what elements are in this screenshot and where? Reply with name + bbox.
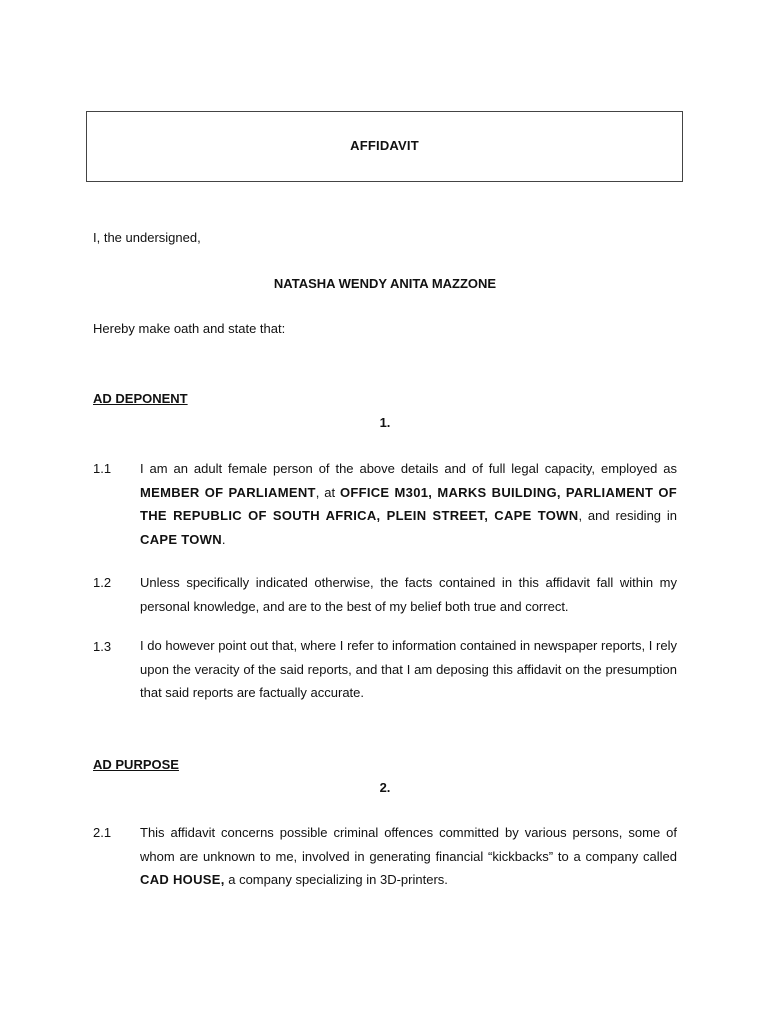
intro-text: I, the undersigned, — [93, 230, 201, 245]
paragraph-number: 1.2 — [93, 575, 112, 590]
text-run: I am an adult female person of the above details and of full legal capacity, employed as — [140, 461, 677, 476]
text-run: , at — [315, 484, 340, 500]
bold-text-run: CAPE TOWN — [140, 531, 222, 547]
deponent-name: NATASHA WENDY ANITA MAZZONE — [273, 276, 497, 291]
bold-text-run: MEMBER OF PARLIAMENT — [140, 484, 316, 500]
paragraph-text — [140, 634, 677, 705]
oath-line: Hereby make oath and state that: — [93, 321, 286, 336]
paragraph-text — [140, 457, 677, 551]
paragraph-number: 2.1 — [93, 825, 112, 840]
paragraph-text — [140, 571, 677, 618]
text-run: , and residing in — [578, 508, 678, 523]
title-box — [86, 111, 683, 182]
bold-text-run: CAD HOUSE, — [140, 872, 225, 887]
paragraph-text — [140, 821, 677, 892]
text-run: I do however point out that, where I refer to information contained in newspaper reports, I rely upon the veracity of the said reports, and that I am deposing this affidavit on the presumption that said reports are factually accurate. — [140, 638, 677, 700]
bold-text-run: OFFICE M301, MARKS BUILDING, PARLIAMENT OF THE REPUBLIC OF SOUTH AFRICA, PLEIN STREET, CAPE TOWN — [140, 484, 677, 523]
text-run: . — [221, 531, 226, 547]
section-heading: AD PURPOSE — [93, 757, 179, 772]
paragraph-number: 1.3 — [93, 639, 112, 654]
text-run: a company specializing in 3D-printers. — [224, 872, 448, 887]
text-run: This affidavit concerns possible criminal offences committed by various persons, some of whom are unknown to me, involved in generating financial “kickbacks” to a company called — [140, 825, 677, 864]
section-number: 1. — [379, 415, 391, 430]
document-title: AFFIDAVIT — [350, 138, 419, 153]
section-number: 2. — [379, 780, 391, 795]
section-heading: AD DEPONENT — [93, 391, 188, 406]
paragraph-number: 1.1 — [93, 461, 112, 476]
text-run: Unless specifically indicated otherwise, the facts contained in this affidavit fall within my personal knowledge, and are to the best of my belief both true and correct. — [140, 575, 677, 614]
